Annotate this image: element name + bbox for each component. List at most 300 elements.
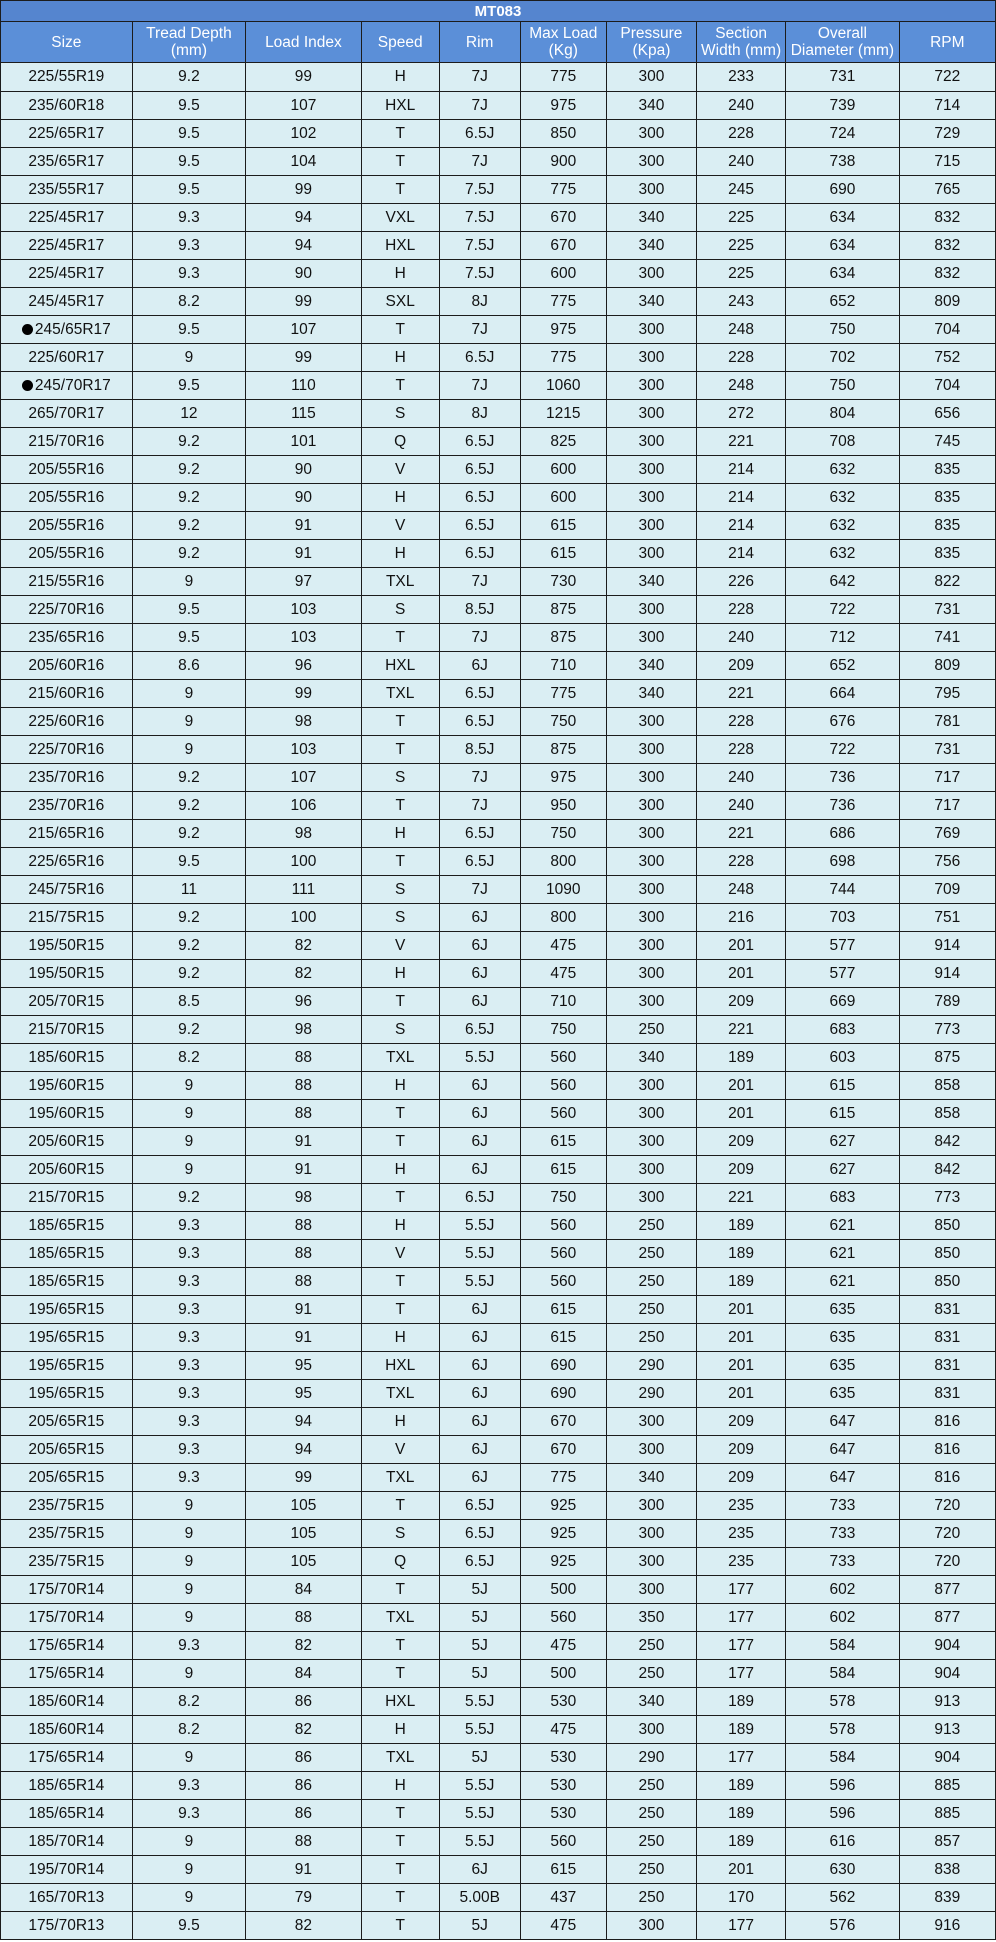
cell-size: 205/60R15 <box>1 1128 133 1156</box>
table-row <box>1 120 996 148</box>
cell-section-width: 209 <box>697 1408 786 1436</box>
column-header-rim: Rim <box>439 22 520 63</box>
cell-rpm: 838 <box>899 1856 995 1884</box>
cell-section-width: 189 <box>697 1240 786 1268</box>
cell-load-index: 90 <box>246 484 362 512</box>
table-row <box>1 63 996 92</box>
cell-section-width: 221 <box>697 1016 786 1044</box>
cell-section-width: 235 <box>697 1520 786 1548</box>
cell-size: 225/70R16 <box>1 596 133 624</box>
cell-overall-diameter: 635 <box>786 1296 899 1324</box>
cell-load-index: 101 <box>246 428 362 456</box>
cell-size: 215/70R15 <box>1 1184 133 1212</box>
cell-rpm: 831 <box>899 1324 995 1352</box>
cell-rpm: 809 <box>899 652 995 680</box>
cell-pressure: 340 <box>606 1044 696 1072</box>
cell-section-width: 228 <box>697 708 786 736</box>
cell-overall-diameter: 577 <box>786 932 899 960</box>
bullet-marker-icon <box>22 380 33 391</box>
cell-pressure: 290 <box>606 1380 696 1408</box>
table-row <box>1 1856 996 1884</box>
table-row <box>1 316 996 344</box>
cell-overall-diameter: 632 <box>786 484 899 512</box>
cell-load-index: 115 <box>246 400 362 428</box>
cell-rpm: 773 <box>899 1184 995 1212</box>
cell-overall-diameter: 683 <box>786 1184 899 1212</box>
cell-tread-depth: 9.5 <box>132 624 245 652</box>
cell-speed: T <box>361 1632 439 1660</box>
cell-tread-depth: 9.5 <box>132 596 245 624</box>
cell-section-width: 201 <box>697 1100 786 1128</box>
cell-rpm: 842 <box>899 1128 995 1156</box>
cell-load-index: 91 <box>246 1128 362 1156</box>
cell-section-width: 248 <box>697 876 786 904</box>
cell-pressure: 300 <box>606 988 696 1016</box>
cell-rpm: 795 <box>899 680 995 708</box>
table-row <box>1 1492 996 1520</box>
cell-overall-diameter: 652 <box>786 288 899 316</box>
cell-max-load: 1060 <box>520 372 606 400</box>
cell-max-load: 710 <box>520 988 606 1016</box>
cell-rim: 7J <box>439 92 520 120</box>
cell-rim: 6.5J <box>439 820 520 848</box>
table-row <box>1 848 996 876</box>
cell-overall-diameter: 724 <box>786 120 899 148</box>
cell-rpm: 822 <box>899 568 995 596</box>
cell-speed: T <box>361 1856 439 1884</box>
cell-speed: HXL <box>361 1688 439 1716</box>
cell-section-width: 216 <box>697 904 786 932</box>
table-row <box>1 708 996 736</box>
cell-rim: 7J <box>439 63 520 92</box>
cell-speed: T <box>361 1268 439 1296</box>
cell-rim: 7J <box>439 316 520 344</box>
cell-tread-depth: 9.2 <box>132 820 245 848</box>
table-row <box>1 1380 996 1408</box>
cell-overall-diameter: 635 <box>786 1352 899 1380</box>
cell-rim: 6.5J <box>439 512 520 540</box>
table-row <box>1 1660 996 1688</box>
table-row <box>1 1352 996 1380</box>
cell-load-index: 91 <box>246 512 362 540</box>
cell-rim: 6J <box>439 1436 520 1464</box>
cell-tread-depth: 9.3 <box>132 1324 245 1352</box>
cell-max-load: 475 <box>520 1716 606 1744</box>
cell-overall-diameter: 676 <box>786 708 899 736</box>
cell-size: 205/55R16 <box>1 540 133 568</box>
cell-section-width: 177 <box>697 1660 786 1688</box>
cell-rim: 5.5J <box>439 1800 520 1828</box>
cell-rim: 6J <box>439 1072 520 1100</box>
cell-rim: 6.5J <box>439 456 520 484</box>
cell-max-load: 615 <box>520 512 606 540</box>
cell-max-load: 690 <box>520 1380 606 1408</box>
cell-tread-depth: 9 <box>132 1492 245 1520</box>
cell-max-load: 775 <box>520 176 606 204</box>
cell-speed: V <box>361 456 439 484</box>
cell-rpm: 831 <box>899 1380 995 1408</box>
cell-max-load: 975 <box>520 92 606 120</box>
cell-max-load: 875 <box>520 596 606 624</box>
cell-section-width: 248 <box>697 316 786 344</box>
table-row <box>1 1436 996 1464</box>
cell-section-width: 189 <box>697 1828 786 1856</box>
column-header-tread-depth: Tread Depth (mm) <box>132 22 245 63</box>
cell-section-width: 201 <box>697 960 786 988</box>
cell-section-width: 189 <box>697 1044 786 1072</box>
cell-rim: 7J <box>439 792 520 820</box>
cell-pressure: 250 <box>606 1324 696 1352</box>
cell-overall-diameter: 647 <box>786 1408 899 1436</box>
cell-load-index: 110 <box>246 372 362 400</box>
cell-overall-diameter: 738 <box>786 148 899 176</box>
cell-overall-diameter: 744 <box>786 876 899 904</box>
table-row <box>1 1576 996 1604</box>
cell-overall-diameter: 596 <box>786 1772 899 1800</box>
cell-load-index: 86 <box>246 1688 362 1716</box>
cell-size: 185/65R14 <box>1 1800 133 1828</box>
cell-tread-depth: 8.2 <box>132 1044 245 1072</box>
cell-load-index: 88 <box>246 1072 362 1100</box>
cell-load-index: 97 <box>246 568 362 596</box>
cell-size: 235/60R18 <box>1 92 133 120</box>
cell-section-width: 209 <box>697 1156 786 1184</box>
cell-pressure: 300 <box>606 540 696 568</box>
cell-tread-depth: 9 <box>132 680 245 708</box>
title-row <box>1 1 996 22</box>
cell-size: 235/65R16 <box>1 624 133 652</box>
cell-size: 175/70R14 <box>1 1576 133 1604</box>
cell-overall-diameter: 632 <box>786 540 899 568</box>
cell-speed: H <box>361 820 439 848</box>
cell-tread-depth: 9.2 <box>132 484 245 512</box>
cell-max-load: 750 <box>520 1016 606 1044</box>
cell-pressure: 300 <box>606 176 696 204</box>
cell-load-index: 88 <box>246 1828 362 1856</box>
cell-pressure: 250 <box>606 1632 696 1660</box>
cell-rpm: 875 <box>899 1044 995 1072</box>
table-row <box>1 1184 996 1212</box>
cell-overall-diameter: 669 <box>786 988 899 1016</box>
cell-load-index: 103 <box>246 624 362 652</box>
cell-rim: 5J <box>439 1912 520 1940</box>
cell-overall-diameter: 731 <box>786 63 899 92</box>
cell-speed: SXL <box>361 288 439 316</box>
cell-rpm: 704 <box>899 316 995 344</box>
cell-rim: 7.5J <box>439 260 520 288</box>
cell-size: 215/75R15 <box>1 904 133 932</box>
cell-load-index: 82 <box>246 932 362 960</box>
cell-load-index: 90 <box>246 260 362 288</box>
size-value: 245/65R17 <box>34 320 111 338</box>
cell-load-index: 98 <box>246 820 362 848</box>
cell-section-width: 228 <box>697 848 786 876</box>
cell-size: 175/65R14 <box>1 1632 133 1660</box>
cell-pressure: 340 <box>606 232 696 260</box>
cell-tread-depth: 9.3 <box>132 204 245 232</box>
cell-rim: 5J <box>439 1744 520 1772</box>
cell-rim: 5.5J <box>439 1772 520 1800</box>
cell-overall-diameter: 621 <box>786 1240 899 1268</box>
cell-pressure: 250 <box>606 1660 696 1688</box>
cell-overall-diameter: 647 <box>786 1436 899 1464</box>
cell-max-load: 530 <box>520 1688 606 1716</box>
table-row <box>1 1268 996 1296</box>
cell-speed: T <box>361 736 439 764</box>
cell-size: 165/70R13 <box>1 1884 133 1912</box>
cell-overall-diameter: 686 <box>786 820 899 848</box>
cell-pressure: 250 <box>606 1212 696 1240</box>
cell-load-index: 86 <box>246 1744 362 1772</box>
cell-overall-diameter: 690 <box>786 176 899 204</box>
cell-speed: T <box>361 848 439 876</box>
cell-section-width: 201 <box>697 1380 786 1408</box>
cell-rpm: 720 <box>899 1520 995 1548</box>
cell-tread-depth: 9.2 <box>132 456 245 484</box>
cell-pressure: 250 <box>606 1268 696 1296</box>
cell-load-index: 91 <box>246 1856 362 1884</box>
cell-rpm: 914 <box>899 932 995 960</box>
table-row <box>1 400 996 428</box>
cell-tread-depth: 9.3 <box>132 1800 245 1828</box>
cell-pressure: 250 <box>606 1772 696 1800</box>
cell-section-width: 240 <box>697 148 786 176</box>
cell-max-load: 560 <box>520 1828 606 1856</box>
cell-max-load: 950 <box>520 792 606 820</box>
table-row <box>1 260 996 288</box>
cell-load-index: 94 <box>246 1408 362 1436</box>
cell-rpm: 839 <box>899 1884 995 1912</box>
cell-max-load: 600 <box>520 456 606 484</box>
cell-speed: V <box>361 1436 439 1464</box>
cell-rim: 6J <box>439 932 520 960</box>
cell-overall-diameter: 750 <box>786 372 899 400</box>
cell-speed: V <box>361 512 439 540</box>
cell-rpm: 904 <box>899 1744 995 1772</box>
cell-speed: H <box>361 1772 439 1800</box>
table-row <box>1 596 996 624</box>
cell-rim: 6J <box>439 1296 520 1324</box>
cell-overall-diameter: 627 <box>786 1156 899 1184</box>
cell-tread-depth: 8.2 <box>132 1688 245 1716</box>
cell-max-load: 475 <box>520 1632 606 1660</box>
cell-load-index: 104 <box>246 148 362 176</box>
cell-speed: T <box>361 1128 439 1156</box>
cell-speed: Q <box>361 428 439 456</box>
cell-speed: T <box>361 1912 439 1940</box>
table-row <box>1 1604 996 1632</box>
cell-size: 205/65R15 <box>1 1408 133 1436</box>
table-row <box>1 1800 996 1828</box>
cell-overall-diameter: 615 <box>786 1072 899 1100</box>
cell-load-index: 88 <box>246 1212 362 1240</box>
table-row <box>1 1156 996 1184</box>
cell-section-width: 272 <box>697 400 786 428</box>
cell-speed: TXL <box>361 680 439 708</box>
cell-speed: H <box>361 260 439 288</box>
cell-load-index: 91 <box>246 540 362 568</box>
cell-tread-depth: 9 <box>132 708 245 736</box>
cell-pressure: 300 <box>606 932 696 960</box>
cell-load-index: 107 <box>246 316 362 344</box>
cell-speed: T <box>361 1660 439 1688</box>
cell-pressure: 300 <box>606 63 696 92</box>
cell-rpm: 715 <box>899 148 995 176</box>
cell-rpm: 913 <box>899 1688 995 1716</box>
cell-max-load: 530 <box>520 1800 606 1828</box>
cell-load-index: 95 <box>246 1352 362 1380</box>
cell-rim: 6J <box>439 652 520 680</box>
cell-rpm: 858 <box>899 1072 995 1100</box>
cell-section-width: 209 <box>697 1436 786 1464</box>
cell-section-width: 221 <box>697 1184 786 1212</box>
cell-tread-depth: 9 <box>132 1856 245 1884</box>
cell-max-load: 875 <box>520 624 606 652</box>
cell-speed: T <box>361 148 439 176</box>
cell-overall-diameter: 733 <box>786 1492 899 1520</box>
cell-speed: S <box>361 1520 439 1548</box>
cell-pressure: 300 <box>606 848 696 876</box>
column-header-section-width: Section Width (mm) <box>697 22 786 63</box>
table-row <box>1 1828 996 1856</box>
cell-rpm: 914 <box>899 960 995 988</box>
cell-rpm: 731 <box>899 736 995 764</box>
cell-rim: 5J <box>439 1576 520 1604</box>
cell-section-width: 189 <box>697 1716 786 1744</box>
cell-max-load: 900 <box>520 148 606 176</box>
cell-rim: 7.5J <box>439 232 520 260</box>
cell-pressure: 300 <box>606 316 696 344</box>
cell-load-index: 103 <box>246 736 362 764</box>
cell-section-width: 228 <box>697 120 786 148</box>
cell-section-width: 177 <box>697 1576 786 1604</box>
cell-speed: T <box>361 1576 439 1604</box>
cell-rpm: 857 <box>899 1828 995 1856</box>
cell-rim: 6.5J <box>439 1548 520 1576</box>
cell-section-width: 235 <box>697 1492 786 1520</box>
cell-section-width: 228 <box>697 596 786 624</box>
cell-rim: 6J <box>439 988 520 1016</box>
cell-rim: 7J <box>439 372 520 400</box>
cell-load-index: 100 <box>246 904 362 932</box>
cell-pressure: 300 <box>606 428 696 456</box>
table-row <box>1 428 996 456</box>
cell-size: 235/70R16 <box>1 764 133 792</box>
cell-size: 195/60R15 <box>1 1100 133 1128</box>
cell-tread-depth: 9.5 <box>132 372 245 400</box>
cell-rim: 7J <box>439 148 520 176</box>
cell-pressure: 340 <box>606 680 696 708</box>
cell-rim: 6J <box>439 1128 520 1156</box>
cell-tread-depth: 9.5 <box>132 316 245 344</box>
cell-tread-depth: 9.2 <box>132 428 245 456</box>
table-row <box>1 1632 996 1660</box>
cell-max-load: 775 <box>520 1464 606 1492</box>
cell-pressure: 340 <box>606 288 696 316</box>
cell-section-width: 177 <box>697 1912 786 1940</box>
cell-max-load: 750 <box>520 820 606 848</box>
cell-tread-depth: 8.6 <box>132 652 245 680</box>
cell-rim: 6.5J <box>439 484 520 512</box>
cell-section-width: 225 <box>697 204 786 232</box>
cell-max-load: 530 <box>520 1772 606 1800</box>
cell-tread-depth: 9.3 <box>132 1408 245 1436</box>
cell-size: 205/60R16 <box>1 652 133 680</box>
cell-max-load: 825 <box>520 428 606 456</box>
cell-size: 245/75R16 <box>1 876 133 904</box>
cell-load-index: 91 <box>246 1324 362 1352</box>
cell-tread-depth: 9.3 <box>132 1380 245 1408</box>
cell-rim: 7J <box>439 764 520 792</box>
cell-max-load: 475 <box>520 932 606 960</box>
cell-load-index: 96 <box>246 652 362 680</box>
cell-rpm: 835 <box>899 456 995 484</box>
cell-size: 185/65R15 <box>1 1212 133 1240</box>
cell-tread-depth: 9.3 <box>132 1212 245 1240</box>
cell-speed: H <box>361 1212 439 1240</box>
cell-tread-depth: 9 <box>132 1660 245 1688</box>
cell-rpm: 904 <box>899 1660 995 1688</box>
cell-speed: TXL <box>361 1604 439 1632</box>
cell-overall-diameter: 736 <box>786 792 899 820</box>
cell-size: 225/60R16 <box>1 708 133 736</box>
cell-max-load: 615 <box>520 1324 606 1352</box>
cell-max-load: 670 <box>520 1436 606 1464</box>
cell-rim: 6.5J <box>439 344 520 372</box>
cell-load-index: 79 <box>246 1884 362 1912</box>
column-header-rpm: RPM <box>899 22 995 63</box>
cell-rim: 6J <box>439 1380 520 1408</box>
table-row <box>1 1240 996 1268</box>
cell-overall-diameter: 722 <box>786 736 899 764</box>
table-row <box>1 876 996 904</box>
cell-speed: H <box>361 1716 439 1744</box>
cell-size: 235/75R15 <box>1 1492 133 1520</box>
cell-rpm: 816 <box>899 1464 995 1492</box>
cell-speed: T <box>361 176 439 204</box>
cell-max-load: 560 <box>520 1212 606 1240</box>
cell-size: 215/70R16 <box>1 428 133 456</box>
cell-rim: 8J <box>439 288 520 316</box>
cell-rim: 7.5J <box>439 204 520 232</box>
column-header-max-load: Max Load (Kg) <box>520 22 606 63</box>
cell-section-width: 209 <box>697 988 786 1016</box>
cell-pressure: 300 <box>606 1576 696 1604</box>
table-row <box>1 1912 996 1940</box>
cell-rpm: 831 <box>899 1352 995 1380</box>
cell-overall-diameter: 584 <box>786 1744 899 1772</box>
cell-rim: 8.5J <box>439 736 520 764</box>
cell-load-index: 98 <box>246 708 362 736</box>
cell-size: 175/65R14 <box>1 1660 133 1688</box>
cell-max-load: 475 <box>520 960 606 988</box>
cell-size: 245/45R17 <box>1 288 133 316</box>
cell-size: 205/60R15 <box>1 1156 133 1184</box>
table-row <box>1 1296 996 1324</box>
cell-tread-depth: 9 <box>132 1828 245 1856</box>
cell-load-index: 107 <box>246 92 362 120</box>
cell-rim: 6.5J <box>439 680 520 708</box>
table-row <box>1 1324 996 1352</box>
cell-section-width: 209 <box>697 1128 786 1156</box>
cell-section-width: 209 <box>697 652 786 680</box>
cell-tread-depth: 9.2 <box>132 792 245 820</box>
cell-pressure: 300 <box>606 736 696 764</box>
cell-overall-diameter: 712 <box>786 624 899 652</box>
cell-rpm: 913 <box>899 1716 995 1744</box>
table-row <box>1 568 996 596</box>
cell-tread-depth: 9.3 <box>132 1632 245 1660</box>
